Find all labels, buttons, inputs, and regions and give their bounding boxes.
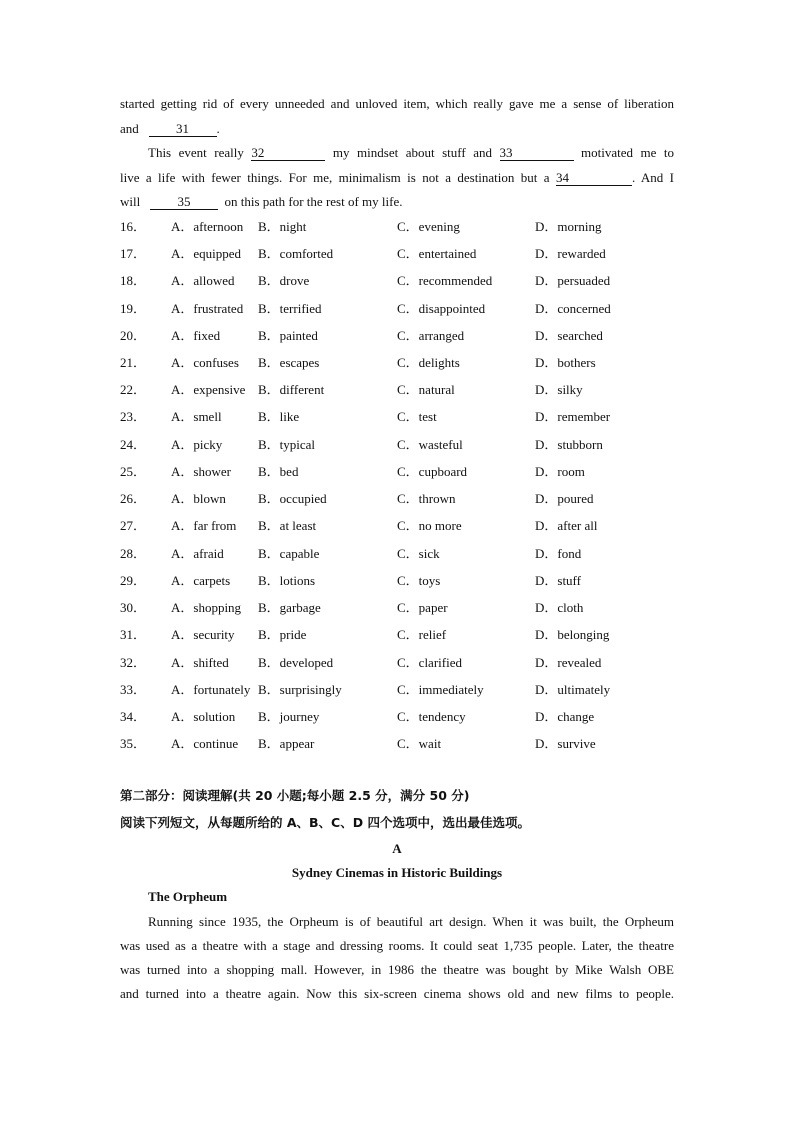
- passage-text: on this path for the rest of my life.: [224, 194, 403, 209]
- question-row: [120, 436, 680, 454]
- option-a[interactable]: A．shower: [171, 464, 231, 479]
- option-c[interactable]: C．evening: [397, 219, 460, 234]
- option-b[interactable]: B．comforted: [258, 246, 334, 261]
- passage-text: will: [120, 194, 141, 209]
- passage-line: [120, 193, 402, 211]
- option-a[interactable]: A．equipped: [171, 246, 242, 261]
- option-c[interactable]: C．relief: [397, 627, 447, 642]
- option-d[interactable]: D．searched: [535, 328, 603, 343]
- question-number: 25．: [120, 464, 147, 479]
- question-row: [120, 545, 680, 563]
- question-row: [120, 218, 680, 236]
- question-number: 24．: [120, 437, 147, 452]
- option-d[interactable]: D．revealed: [535, 655, 602, 670]
- option-a[interactable]: A．expensive: [171, 382, 246, 397]
- question-row: [120, 272, 680, 290]
- question-number: 17．: [120, 246, 147, 261]
- reading-line: was used as a theatre with a stage and dressing rooms. It could seat 1,735 people. Later, the theatre: [120, 938, 674, 953]
- passage-text: This event really: [148, 145, 244, 160]
- option-b[interactable]: B．at least: [258, 518, 317, 533]
- question-number: 20．: [120, 328, 147, 343]
- option-b[interactable]: B．terrified: [258, 301, 322, 316]
- option-a[interactable]: A．allowed: [171, 273, 235, 288]
- section-instruction: 阅读下列短文，从每题所给的 A、B、C、D 四个选项中，选出最佳选项。: [120, 815, 530, 830]
- option-a[interactable]: A．carpets: [171, 573, 231, 588]
- option-d[interactable]: D．ultimately: [535, 682, 611, 697]
- question-number: 16．: [120, 219, 147, 234]
- question-number: 21．: [120, 355, 147, 370]
- option-a[interactable]: A．continue: [171, 736, 239, 751]
- option-c[interactable]: C．sick: [397, 546, 440, 561]
- option-a[interactable]: A．fortunately: [171, 682, 251, 697]
- option-d[interactable]: D．cloth: [535, 600, 584, 615]
- blank-31[interactable]: 31: [149, 121, 217, 137]
- blank-34[interactable]: 34: [556, 170, 632, 186]
- option-d[interactable]: D．stubborn: [535, 437, 603, 452]
- question-number: 27．: [120, 518, 147, 533]
- option-b[interactable]: B．pride: [258, 627, 307, 642]
- question-row: [120, 381, 680, 399]
- option-d[interactable]: D．stuff: [535, 573, 581, 588]
- option-a[interactable]: A．picky: [171, 437, 223, 452]
- option-b[interactable]: B．garbage: [258, 600, 321, 615]
- passage-line: [120, 120, 220, 138]
- option-b[interactable]: B．night: [258, 219, 307, 234]
- option-b[interactable]: B．lotions: [258, 573, 316, 588]
- section-heading: 第二部分：阅读理解(共 20 小题;每小题 2.5 分，满分 50 分): [120, 788, 470, 803]
- option-b[interactable]: B．capable: [258, 546, 320, 561]
- question-row: [120, 626, 680, 644]
- option-b[interactable]: B．bed: [258, 464, 299, 479]
- question-number: 31．: [120, 627, 147, 642]
- passage-text: motivated me to: [581, 145, 675, 160]
- passage-title: Sydney Cinemas in Historic Buildings: [291, 865, 503, 880]
- blank-32[interactable]: 32: [251, 145, 325, 161]
- option-b[interactable]: B．appear: [258, 736, 315, 751]
- question-row: [120, 599, 680, 617]
- option-c[interactable]: C．immediately: [397, 682, 484, 697]
- question-number: 23．: [120, 409, 147, 424]
- option-b[interactable]: B．occupied: [258, 491, 327, 506]
- question-number: 26．: [120, 491, 147, 506]
- option-d[interactable]: D．persuaded: [535, 273, 611, 288]
- option-a[interactable]: A．far from: [171, 518, 237, 533]
- question-number: 29．: [120, 573, 147, 588]
- reading-line: was turned into a shopping mall. However, in 1986 the theatre was bought by Mike Walsh OBE: [120, 962, 674, 977]
- option-a[interactable]: A．shopping: [171, 600, 242, 615]
- option-d[interactable]: D．change: [535, 709, 595, 724]
- question-number: 28．: [120, 546, 147, 561]
- question-number: 30．: [120, 600, 147, 615]
- question-number: 32．: [120, 655, 147, 670]
- option-d[interactable]: D．room: [535, 464, 585, 479]
- question-row: [120, 735, 680, 753]
- option-c[interactable]: C．clarified: [397, 655, 462, 670]
- question-row: [120, 681, 680, 699]
- option-c[interactable]: C．tendency: [397, 709, 466, 724]
- question-row: [120, 327, 680, 345]
- question-row: [120, 572, 680, 590]
- option-c[interactable]: C．paper: [397, 600, 448, 615]
- option-c[interactable]: C．thrown: [397, 491, 456, 506]
- option-c[interactable]: C．cupboard: [397, 464, 468, 479]
- question-number: 18．: [120, 273, 147, 288]
- question-number: 19．: [120, 301, 147, 316]
- option-a[interactable]: A．security: [171, 627, 235, 642]
- option-b[interactable]: B．developed: [258, 655, 334, 670]
- option-a[interactable]: A．solution: [171, 709, 236, 724]
- question-row: [120, 463, 680, 481]
- passage-line: [120, 169, 674, 187]
- passage-text: my mindset about stuff and: [332, 145, 492, 160]
- option-d[interactable]: D．fond: [535, 546, 582, 561]
- option-d[interactable]: D．survive: [535, 736, 596, 751]
- option-c[interactable]: C．toys: [397, 573, 441, 588]
- option-d[interactable]: D．bothers: [535, 355, 596, 370]
- option-a[interactable]: A．blown: [171, 491, 226, 506]
- question-number: 22．: [120, 382, 147, 397]
- option-c[interactable]: C．natural: [397, 382, 455, 397]
- option-a[interactable]: A．shifted: [171, 655, 229, 670]
- option-b[interactable]: B．typical: [258, 437, 316, 452]
- question-row: [120, 354, 680, 372]
- option-c[interactable]: C．delights: [397, 355, 460, 370]
- reading-line: Running since 1935, the Orpheum is of beautiful art design. When it was built, the Orpheum: [148, 914, 674, 929]
- option-b[interactable]: B．painted: [258, 328, 318, 343]
- option-d[interactable]: D．remember: [535, 409, 611, 424]
- option-a[interactable]: A．smell: [171, 409, 222, 424]
- option-a[interactable]: A．confuses: [171, 355, 239, 370]
- blank-35[interactable]: 35: [150, 194, 218, 210]
- option-c[interactable]: C．wasteful: [397, 437, 463, 452]
- option-d[interactable]: D．after all: [535, 518, 598, 533]
- option-d[interactable]: D．silky: [535, 382, 583, 397]
- passage-text: started getting rid of every unneeded and unloved item, which really gave me a sense of liberation: [120, 96, 674, 111]
- option-c[interactable]: C．entertained: [397, 246, 477, 261]
- option-b[interactable]: B．drove: [258, 273, 310, 288]
- question-row: [120, 708, 680, 726]
- option-c[interactable]: C．no more: [397, 518, 462, 533]
- question-row: [120, 408, 680, 426]
- reading-line: and turned into a theatre again. Now this six-screen cinema shows old and new films to people.: [120, 986, 674, 1001]
- question-row: [120, 490, 680, 508]
- option-c[interactable]: C．test: [397, 409, 437, 424]
- question-row: [120, 517, 680, 535]
- option-d[interactable]: D．rewarded: [535, 246, 606, 261]
- passage-text: .: [216, 121, 220, 136]
- option-b[interactable]: B．different: [258, 382, 325, 397]
- option-d[interactable]: D．belonging: [535, 627, 610, 642]
- question-number: 33．: [120, 682, 147, 697]
- passage-letter: A: [392, 841, 402, 856]
- option-c[interactable]: C．wait: [397, 736, 442, 751]
- question-number: 35．: [120, 736, 147, 751]
- option-d[interactable]: D．poured: [535, 491, 594, 506]
- blank-33[interactable]: 33: [500, 145, 574, 161]
- option-c[interactable]: C．recommended: [397, 273, 493, 288]
- option-d[interactable]: D．concerned: [535, 301, 611, 316]
- question-number: 34．: [120, 709, 147, 724]
- option-c[interactable]: C．arranged: [397, 328, 465, 343]
- passage-line: [148, 144, 674, 162]
- option-c[interactable]: C．disappointed: [397, 301, 486, 316]
- passage-text: and: [120, 121, 139, 136]
- option-d[interactable]: D．morning: [535, 219, 602, 234]
- question-row: [120, 654, 680, 672]
- option-a[interactable]: A．afraid: [171, 546, 224, 561]
- passage-subheading: The Orpheum: [148, 889, 228, 904]
- question-row: [120, 245, 680, 263]
- passage-text: . And I: [631, 170, 674, 185]
- passage-text: live a life with fewer things. For me, minimalism is not a destination but a: [120, 170, 550, 185]
- question-row: [120, 300, 680, 318]
- passage-line: [120, 95, 674, 113]
- option-a[interactable]: A．fixed: [171, 328, 221, 343]
- option-a[interactable]: A．afternoon: [171, 219, 244, 234]
- option-b[interactable]: B．journey: [258, 709, 320, 724]
- option-a[interactable]: A．frustrated: [171, 301, 244, 316]
- option-b[interactable]: B．like: [258, 409, 300, 424]
- option-b[interactable]: B．surprisingly: [258, 682, 342, 697]
- option-b[interactable]: B．escapes: [258, 355, 320, 370]
